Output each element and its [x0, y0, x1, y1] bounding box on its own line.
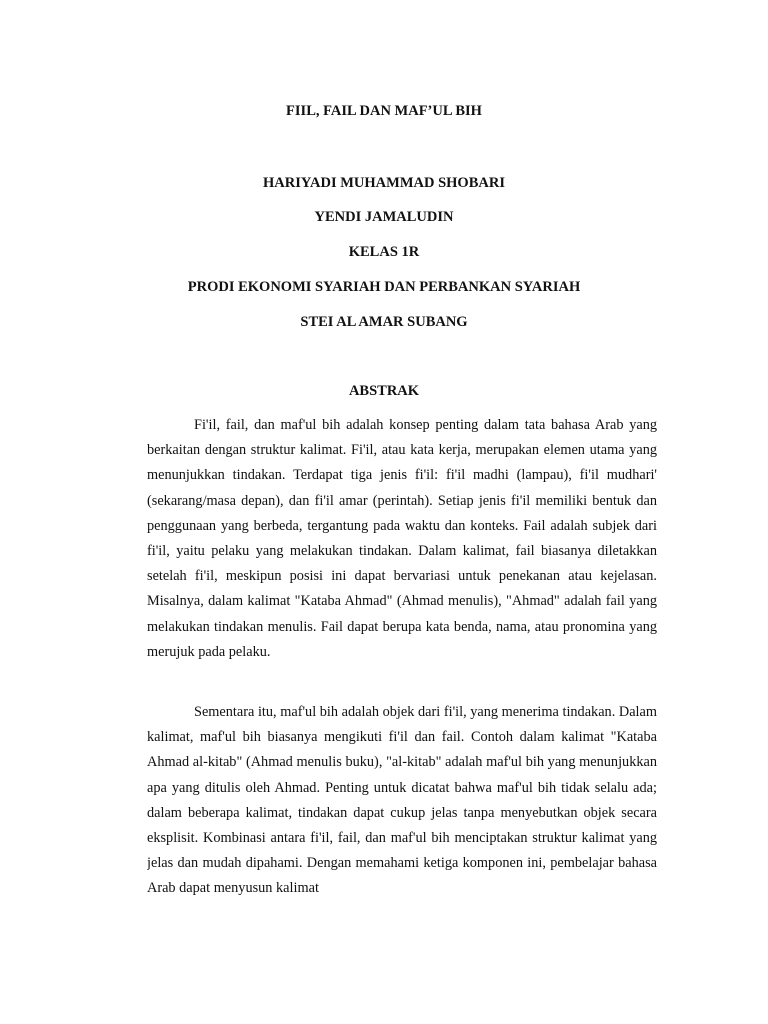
study-program: PRODI EKONOMI SYARIAH DAN PERBANKAN SYARIAH — [187, 279, 581, 295]
abstract-paragraph: Sementara itu, maf'ul bih adalah objek dari fi'il, yang menerima tindakan. Dalam kalimat, maf'ul bih biasanya mengikuti fi'il dan fail. Contoh dalam kalimat "Kataba Ahmad al-kitab" (Ahmad menulis buku), "al-kitab" adalah maf'ul bih yang menunjukkan apa yang ditulis oleh Ahmad. Penting untuk dicatat bahwa maf'ul bih tidak selalu ada; dalam beberapa kalimat, tindakan dapat cukup jelas tanpa menyebutkan objek secara eksplisit. Kombinasi antara fi'il, fail, dan maf'ul bih menciptakan struktur kalimat yang jelas dan mudah dipahami. Dengan memahami ketiga komponen ini, pembelajar bahasa Arab dapat menyusun kalimat — [147, 704, 657, 897]
institution-name: STEI AL AMAR SUBANG — [300, 314, 468, 330]
author-name: YENDI JAMALUDIN — [314, 209, 454, 225]
author-name: HARIYADI MUHAMMAD SHOBARI — [263, 175, 505, 191]
document-title: FIIL, FAIL DAN MAF’UL BIH — [286, 103, 482, 119]
abstract-paragraph: Fi'il, fail, dan maf'ul bih adalah konsep penting dalam tata bahasa Arab yang berkaitan dengan struktur kalimat. Fi'il, atau kata kerja, merupakan elemen utama yang menunjukkan tindakan. Terdapat tiga jenis fi'il: fi'il madhi (lampau), fi'il mudhari' (sekarang/masa depan), dan fi'il amar (perintah). Setiap jenis fi'il memiliki bentuk dan penggunaan yang berbeda, tergantung pada waktu dan konteks. Fail adalah subjek dari fi'il, yaitu pelaku yang melakukan tindakan. Dalam kalimat, fail biasanya diletakkan setelah fi'il, meskipun posisi ini dapat bervariasi untuk penekanan atau kejelasan. Misalnya, dalam kalimat "Kataba Ahmad" (Ahmad menulis), "Ahmad" adalah fail yang melakukan tindakan menulis. Fail dapat berupa kata benda, nama, atau pronomina yang merujuk pada pelaku. — [147, 417, 657, 660]
class-label: KELAS 1R — [348, 244, 420, 260]
abstract-heading: ABSTRAK — [348, 383, 420, 399]
